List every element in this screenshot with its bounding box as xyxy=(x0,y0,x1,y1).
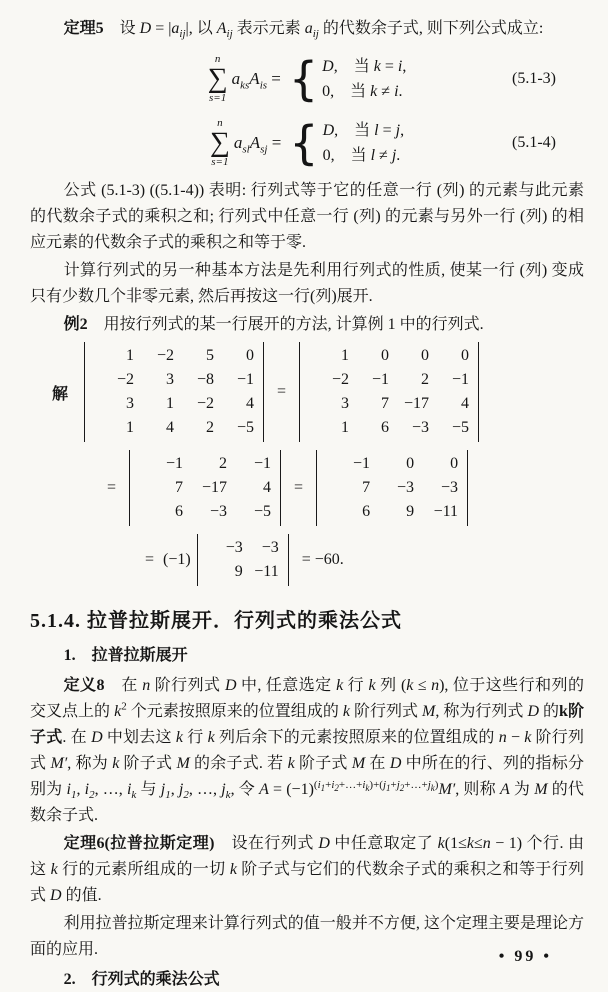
equals-sign: = xyxy=(277,383,287,400)
section-heading: 5.1.4. 拉普拉斯展开．行列式的乘法公式 xyxy=(30,610,402,632)
equation-terms: $a_{sl}A_{sj}$ = xyxy=(233,133,282,156)
solution-label: 解 xyxy=(52,385,69,403)
sigma-icon: ∑ xyxy=(207,63,228,94)
paragraph-example2: 例2 用按行列式的某一行展开的方法, 计算例 1 中的行列式. xyxy=(63,316,484,333)
determinant-original-4x4: 1 −2 5 0 −2 3 −8 −1 3 1 −2 4 1 4 2 −5 xyxy=(84,342,264,442)
paragraph-definition8: 定义8 在 n 阶行列式 D 中, 任意选定 k 行 k 列 (k ≤ n), 位于这些行和列的交叉点上的 $k^2$ 个元素按照原来的位置组成的 k 阶行列式 M, 称为行列式 D 的k阶子式. 在 D 中划去这 k 行 k 列后余下的元素按照原来的位置组成的 n − k 阶行列式 M′, 称为 k 阶子式 M 的余子式. 若 k 阶子式 M 在 D 中所在的行、列的指标分别为 $i_1$, $i_2$, …, $i_k$ 与 $j_1$, $j_2$, …, $j_k$, 令 $A = (-1)^{(i_1+i_2+\dots+i_k)+(j_1+j_2+\dots+j_k)}M'$, 则称 A 为 M 的代数余子式. xyxy=(30,677,584,824)
equation-tag: (5.1-4) xyxy=(512,134,556,151)
case-line-2: 0, 当 l ≠ j. xyxy=(322,147,401,164)
result-value: = −60. xyxy=(301,551,344,568)
sum-lower-limit: s=1 xyxy=(211,156,229,168)
paragraph-formula-note: 公式 (5.1-3) ((5.1-4)) 表明: 行列式等于它的任意一行 (列) 的元素与此元素的代数余子式的乘积之和; 行列式中任意一行 (列) 的元素与另外一行 (列) 的相应元素的代数余子式的乘积之和等于零. xyxy=(30,182,584,251)
sum-lower-limit: s=1 xyxy=(209,92,227,104)
solution-step-2 xyxy=(98,450,584,526)
paragraph-theorem5: 定理5 设 $D = |a_{ij}|$, 以 $A_{ij}$ 表示元素 $a_{ij}$ 的代数余子式, 则下列公式成立: xyxy=(63,20,544,41)
sum-upper-limit: n xyxy=(214,53,221,65)
sigma-icon: ∑ xyxy=(209,127,230,158)
cases-group xyxy=(289,116,404,170)
subheading-multiplication-formula: 2. 行列式的乘法公式 xyxy=(63,971,220,988)
cases-group xyxy=(289,52,406,106)
solution-step-3 xyxy=(136,534,584,586)
equation-body xyxy=(208,52,407,106)
summation-symbol xyxy=(210,118,230,168)
case-line-2: 0, 当 k ≠ i. xyxy=(322,83,403,100)
equation-terms: $a_{ks}A_{is}$ = xyxy=(231,69,281,92)
subheading-laplace-expansion: 1. 拉普拉斯展开 xyxy=(63,647,188,664)
equals-sign: = xyxy=(294,479,304,496)
paragraph-method-note: 计算行列式的另一种基本方法是先利用行列式的性质, 使某一行 (列) 变成只有少数几个非零元素, 然后再按这一行(列)展开. xyxy=(30,262,584,305)
paragraph-remark: 利用拉普拉斯定理来计算行列式的值一般并不方便, 这个定理主要是理论方面的应用. xyxy=(30,915,584,958)
equals-sign: = xyxy=(145,551,155,568)
determinant-reduced-4x4: 1 0 0 0 −2 −1 2 −1 3 7 −17 4 1 6 −3 −5 xyxy=(299,342,479,442)
page-number: • 99 • xyxy=(498,948,552,965)
equation-body xyxy=(210,116,404,170)
determinant-minor-3x3: −1 2 −1 7 −17 4 6 −3 −5 xyxy=(129,450,281,526)
case-line-1: D, 当 l = j, xyxy=(322,122,405,139)
summation-symbol xyxy=(208,54,228,104)
case-line-1: D, 当 k = i, xyxy=(322,58,407,75)
equals-sign: = xyxy=(107,479,117,496)
paragraph-theorem6: 定理6(拉普拉斯定理) 设在行列式 D 中任意取定了 k(1≤k≤n − 1) 个行. 由这 k 行的元素所组成的一切 k 阶子式与它们的代数余子式的乘积之和等于行列式 D 的值. xyxy=(30,835,584,904)
solution-step-1 xyxy=(52,342,584,442)
determinant-reduced-3x3: −1 0 0 7 −3 −3 6 9 −11 xyxy=(316,450,468,526)
determinant-2x2: −3 −3 9 −11 xyxy=(197,534,289,586)
case-lines xyxy=(323,118,405,168)
left-brace: { xyxy=(289,116,319,170)
case-lines xyxy=(322,54,406,104)
sum-upper-limit: n xyxy=(217,117,223,129)
sign-factor: (−1) xyxy=(163,551,191,568)
equation-5-1-3 xyxy=(30,52,584,106)
equation-tag: (5.1-3) xyxy=(512,70,556,87)
equation-5-1-4 xyxy=(30,116,584,170)
left-brace: { xyxy=(288,52,319,106)
